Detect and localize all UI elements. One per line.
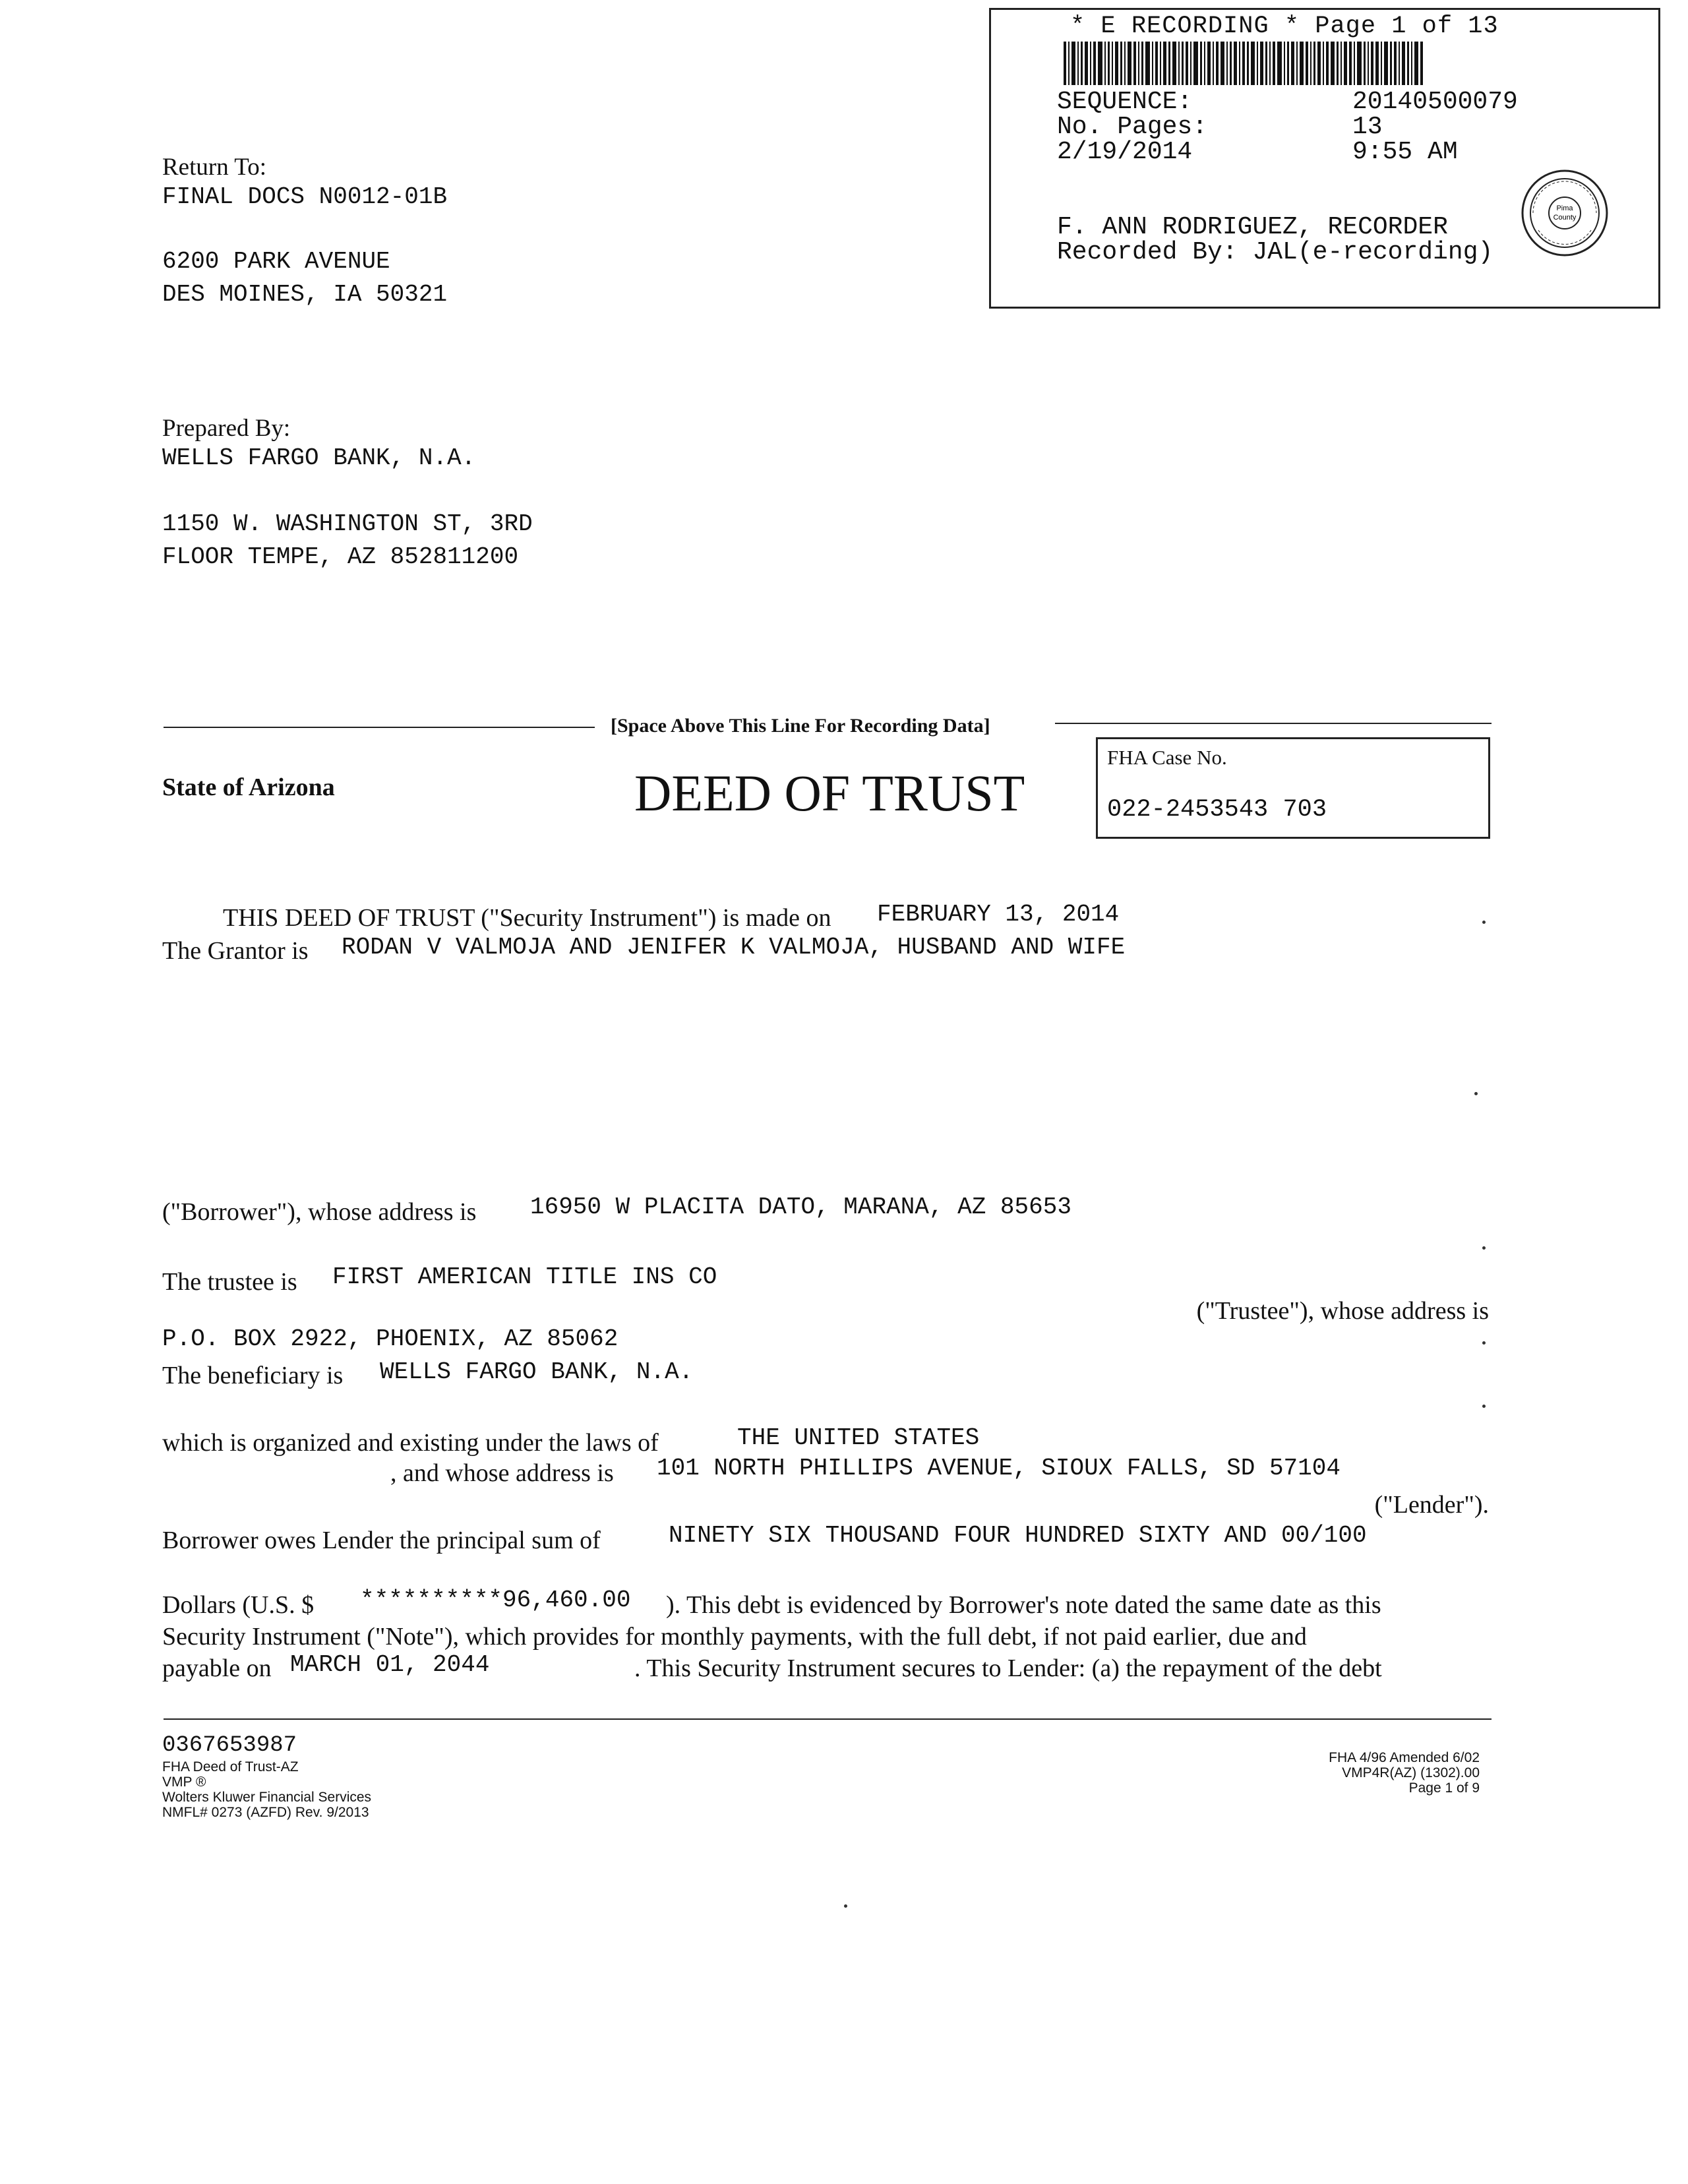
vmp-form-number: VMP4R(AZ) (1302).00 [1342, 1765, 1480, 1780]
barcode [1064, 42, 1617, 85]
recording-data-rule-right [1055, 723, 1492, 724]
barcode-bar [1313, 42, 1315, 85]
barcode-bar [1300, 42, 1304, 85]
barcode-bar [1168, 42, 1170, 85]
barcode-bar [1411, 42, 1412, 85]
barcode-bar [1152, 42, 1153, 85]
recording-date: 2/19/2014 [1057, 138, 1193, 166]
space-above-line-label: [Space Above This Line For Recording Data] [611, 715, 990, 737]
barcode-bar [1141, 42, 1143, 85]
pages-label: No. Pages: [1057, 113, 1208, 141]
barcode-bar [1160, 42, 1161, 85]
state-label: State of Arizona [162, 774, 335, 801]
loan-number: 0367653987 [162, 1733, 297, 1758]
barcode-bar [1155, 42, 1158, 85]
lender-address-label: , and whose address is [390, 1459, 614, 1487]
fha-case-number: 022-2453543 703 [1107, 796, 1327, 824]
fill-dot [1482, 1405, 1486, 1408]
barcode-bar [1349, 42, 1352, 85]
note-line: Security Instrument ("Note"), which provides for monthly payments, with the full debt, if not paid earlier, due and [162, 1623, 1307, 1651]
stray-dot [844, 1904, 847, 1908]
footer-rule [164, 1718, 1492, 1720]
fha-case-box [1096, 737, 1490, 839]
barcode-bar [1284, 42, 1285, 85]
barcode-bar [1213, 42, 1214, 85]
lender-address: 101 NORTH PHILLIPS AVENUE, SIOUX FALLS, SD 57104 [657, 1455, 1341, 1482]
payable-suffix: . This Security Instrument secures to Lender: (a) the repayment of the debt [634, 1654, 1382, 1682]
recording-stamp-box [989, 8, 1660, 309]
principal-words: NINETY SIX THOUSAND FOUR HUNDRED SIXTY AND 00/100 [669, 1522, 1367, 1549]
barcode-bar [1375, 42, 1379, 85]
barcode-bar [1242, 42, 1245, 85]
trustee-label: The trustee is [162, 1268, 297, 1296]
barcode-bar [1216, 42, 1219, 85]
barcode-bar [1364, 42, 1366, 85]
barcode-bar [1317, 42, 1321, 85]
beneficiary-label: The beneficiary is [162, 1362, 344, 1389]
barcode-bar [1273, 42, 1275, 85]
barcode-bar [1323, 42, 1324, 85]
barcode-bar [1077, 42, 1079, 85]
organized-jurisdiction: THE UNITED STATES [737, 1424, 980, 1451]
barcode-bar [1226, 42, 1228, 85]
publisher: Wolters Kluwer Financial Services [162, 1790, 372, 1805]
barcode-bar [1178, 42, 1180, 85]
barcode-bar [1257, 42, 1258, 85]
payable-prefix: payable on [162, 1654, 272, 1682]
barcode-bar [1182, 42, 1184, 85]
barcode-bar [1112, 42, 1113, 85]
borrower-address: 16950 W PLACITA DATO, MARANA, AZ 85653 [530, 1194, 1071, 1221]
barcode-bar [1093, 42, 1096, 85]
recording-header: * E RECORDING * Page 1 of 13 [1070, 13, 1499, 40]
grantor-names: RODAN V VALMOJA AND JENIFER K VALMOJA, HUSBAND AND WIFE [342, 934, 1126, 961]
fill-dot [1482, 921, 1486, 924]
sequence-label: SEQUENCE: [1057, 88, 1193, 116]
barcode-bar [1260, 42, 1263, 85]
recorded-by: Recorded By: JAL(e-recording) [1057, 238, 1493, 266]
barcode-bar [1145, 42, 1150, 85]
barcode-bar [1296, 42, 1298, 85]
barcode-bar [1420, 42, 1423, 85]
prepared-by-line3: FLOOR TEMPE, AZ 852811200 [162, 543, 519, 570]
barcode-bar [1247, 42, 1249, 85]
svg-text:County: County [1553, 214, 1577, 222]
barcode-bar [1190, 42, 1191, 85]
beneficiary-name: WELLS FARGO BANK, N.A. [380, 1358, 694, 1385]
grantor-label: The Grantor is [162, 937, 309, 965]
barcode-bar [1394, 42, 1397, 85]
barcode-bar [1381, 42, 1382, 85]
barcode-bar [1384, 42, 1388, 85]
barcode-bar [1310, 42, 1311, 85]
barcode-bar [1341, 42, 1342, 85]
instrument-date: FEBRUARY 13, 2014 [877, 901, 1120, 928]
principal-amount: **********96,460.00 [360, 1587, 631, 1614]
barcode-bar [1331, 42, 1335, 85]
barcode-bar [1104, 42, 1106, 85]
barcode-bar [1081, 42, 1083, 85]
document-title: DEED OF TRUST [634, 764, 1025, 822]
maturity-date: MARCH 01, 2044 [290, 1651, 490, 1678]
barcode-bar [1414, 42, 1418, 85]
barcode-bar [1306, 42, 1308, 85]
trustee-address: P.O. BOX 2922, PHOENIX, AZ 85062 [162, 1325, 618, 1352]
organized-label: which is organized and existing under the laws of [162, 1429, 659, 1457]
barcode-bar [1108, 42, 1110, 85]
trustee-suffix: ("Trustee"), whose address is [1196, 1297, 1489, 1325]
barcode-bar [1287, 42, 1289, 85]
dollars-prefix: Dollars (U.S. $ [162, 1591, 315, 1619]
barcode-bar [1407, 42, 1409, 85]
borrower-label: ("Borrower"), whose address is [162, 1198, 477, 1226]
barcode-bar [1064, 42, 1066, 85]
barcode-bar [1344, 42, 1347, 85]
barcode-bar [1186, 42, 1188, 85]
barcode-bar [1115, 42, 1118, 85]
barcode-bar [1402, 42, 1405, 85]
barcode-bar [1120, 42, 1122, 85]
barcode-bar [1133, 42, 1136, 85]
return-to-line3: DES MOINES, IA 50321 [162, 281, 448, 308]
barcode-bar [1399, 42, 1400, 85]
barcode-bar [1128, 42, 1131, 85]
barcode-bar [1357, 42, 1362, 85]
nmfl-number: NMFL# 0273 (AZFD) Rev. 9/2013 [162, 1805, 369, 1820]
barcode-bar [1269, 42, 1271, 85]
return-to-label: Return To: [162, 154, 267, 181]
sequence-value: 20140500079 [1352, 88, 1518, 116]
principal-label: Borrower owes Lender the principal sum of [162, 1527, 601, 1554]
barcode-bar [1124, 42, 1126, 85]
recording-time: 9:55 AM [1352, 138, 1458, 166]
fill-dot [1482, 1341, 1486, 1345]
barcode-bar [1326, 42, 1329, 85]
return-to-line2: 6200 PARK AVENUE [162, 248, 390, 275]
recording-data-rule-left [164, 727, 595, 728]
dollars-suffix: ). This debt is evidenced by Borrower's note dated the same date as this [666, 1591, 1381, 1619]
lender-suffix: ("Lender"). [1374, 1491, 1489, 1519]
barcode-bar [1163, 42, 1166, 85]
fha-form-number: FHA 4/96 Amended 6/02 [1329, 1750, 1480, 1765]
barcode-bar [1200, 42, 1202, 85]
barcode-bar [1371, 42, 1373, 85]
barcode-bar [1204, 42, 1205, 85]
prepared-by-label: Prepared By: [162, 415, 291, 442]
barcode-bar [1390, 42, 1392, 85]
barcode-bar [1068, 42, 1070, 85]
barcode-bar [1221, 42, 1224, 85]
fill-dot [1482, 1246, 1486, 1250]
return-to-line1: FINAL DOCS N0012-01B [162, 183, 448, 210]
county-recorder-seal-icon [1519, 167, 1611, 259]
barcode-bar [1368, 42, 1369, 85]
fha-case-label: FHA Case No. [1107, 746, 1227, 769]
barcode-bar [1193, 42, 1198, 85]
barcode-bar [1071, 42, 1075, 85]
barcode-bar [1251, 42, 1255, 85]
barcode-bar [1239, 42, 1240, 85]
svg-text:Pima: Pima [1556, 204, 1573, 212]
fill-dot [1474, 1092, 1478, 1095]
recorder-name: F. ANN RODRIGUEZ, RECORDER [1057, 213, 1448, 241]
intro-text: THIS DEED OF TRUST ("Security Instrument") is made on [223, 904, 831, 932]
prepared-by-line1: WELLS FARGO BANK, N.A. [162, 444, 476, 471]
barcode-bar [1207, 42, 1211, 85]
barcode-bar [1277, 42, 1282, 85]
barcode-bar [1172, 42, 1176, 85]
barcode-bar [1291, 42, 1294, 85]
trustee-name: FIRST AMERICAN TITLE INS CO [332, 1263, 717, 1290]
barcode-bar [1090, 42, 1091, 85]
barcode-bar [1098, 42, 1102, 85]
barcode-bar [1234, 42, 1237, 85]
barcode-bar [1354, 42, 1355, 85]
pages-value: 13 [1352, 113, 1383, 141]
barcode-bar [1265, 42, 1267, 85]
vmp-mark: VMP ® [162, 1774, 206, 1790]
barcode-bar [1085, 42, 1088, 85]
prepared-by-line2: 1150 W. WASHINGTON ST, 3RD [162, 510, 533, 537]
page-number: Page 1 of 9 [1408, 1780, 1480, 1796]
barcode-bar [1337, 42, 1339, 85]
barcode-bar [1138, 42, 1139, 85]
barcode-bar [1230, 42, 1232, 85]
form-name: FHA Deed of Trust-AZ [162, 1759, 299, 1774]
